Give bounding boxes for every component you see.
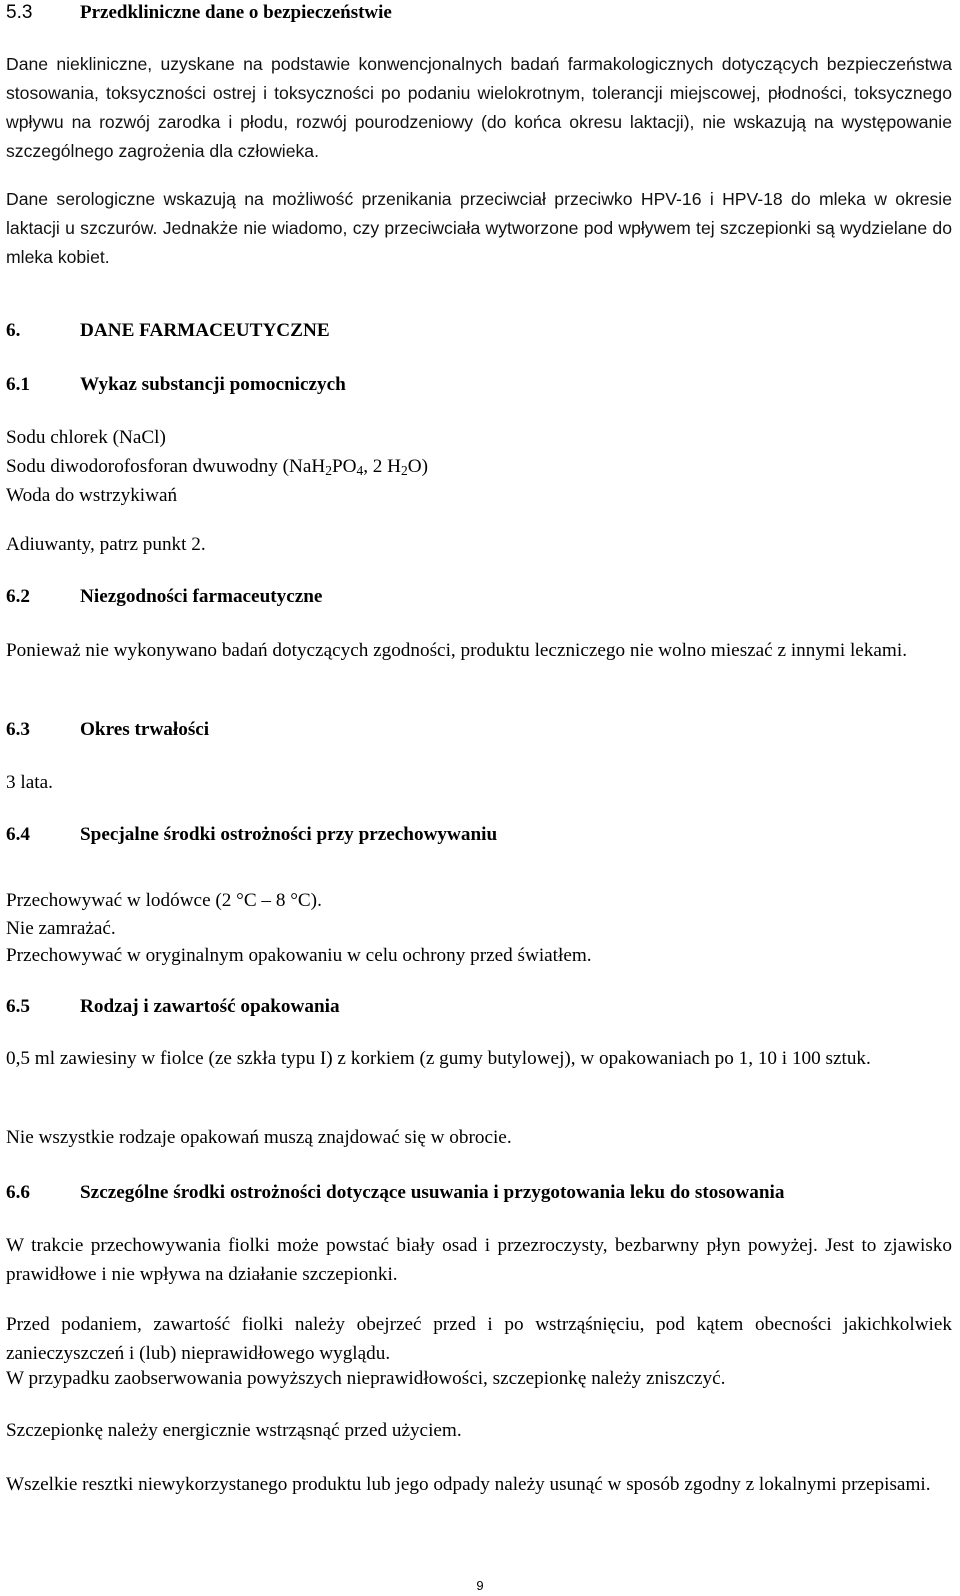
section-5-3-paragraph-2: Dane serologiczne wskazują na możliwość przenikania przeciwciał przeciwko HPV-16 i HPV-18 do mleka w okresie laktacji u szczurów. Jednakże nie wiadomo, czy przeciwciała wytworzone pod wpływem tej szczepionki są wydzielane do mleka kobiet. bbox=[6, 189, 952, 267]
storage-line-3: Przechowywać w oryginalnym opakowaniu w celu ochrony przed światłem. bbox=[6, 945, 592, 966]
section-title: Wykaz substancji pomocniczych bbox=[80, 374, 346, 395]
section-6-heading bbox=[6, 318, 330, 344]
excipient-item-4: Adiuwanty, patrz punkt 2. bbox=[6, 534, 206, 555]
section-6-6-paragraph-3: W przypadku zaobserwowania powyższych nieprawidłowości, szczepionkę należy zniszczyć. bbox=[6, 1368, 726, 1389]
section-5-3-paragraph-1: Dane niekliniczne, uzyskane na podstawie konwencjonalnych badań farmakologicznych dotyczących bezpieczeństwa stosowania, toksyczności ostrej i toksyczności po podaniu wielokrotnym, tolerancji miejscowej, płodności, toksycznego wpływu na rozwój zarodka i płodu, rozwój pourodzeniowy (do końca okresu laktacji), nie wskazują na występowanie szczególnego zagrożenia dla człowieka. bbox=[6, 54, 952, 161]
section-title: Przedkliniczne dane o bezpieczeństwie bbox=[80, 2, 392, 23]
section-6-6-paragraph-1: W trakcie przechowywania fiolki może powstać biały osad i przezroczysty, bezbarwny płyn powyżej. Jest to zjawisko prawidłowe i nie wpływa na działanie szczepionki. bbox=[6, 1235, 952, 1285]
section-6-2-paragraph: Ponieważ nie wykonywano badań dotyczących zgodności, produktu leczniczego nie wolno mieszać z innymi lekami. bbox=[6, 640, 907, 661]
section-6-3-paragraph: 3 lata. bbox=[6, 772, 53, 793]
section-6-5-heading bbox=[6, 994, 340, 1020]
section-number: 6.2 bbox=[6, 586, 30, 607]
section-title: Okres trwałości bbox=[80, 719, 210, 740]
section-number: 6.1 bbox=[6, 374, 30, 395]
storage-line-2: Nie zamrażać. bbox=[6, 918, 116, 939]
excipient-item-3: Woda do wstrzykiwań bbox=[6, 485, 178, 506]
section-6-6-paragraph-5: Wszelkie resztki niewykorzystanego produktu lub jego odpady należy usunąć w sposób zgodny z lokalnymi przepisami. bbox=[6, 1474, 931, 1495]
section-title: Niezgodności farmaceutyczne bbox=[80, 586, 323, 607]
page-number: 9 bbox=[476, 1578, 484, 1593]
section-6-6-paragraph-4: Szczepionkę należy energicznie wstrząsnąć przed użyciem. bbox=[6, 1420, 462, 1441]
section-number: 6.4 bbox=[6, 824, 30, 845]
section-number: 6. bbox=[6, 320, 21, 341]
excipient-item-1: Sodu chlorek (NaCl) bbox=[6, 427, 166, 448]
section-5-3-heading bbox=[6, 0, 392, 26]
excipient-item-2: Sodu diwodorofosforan dwuwodny ($NaH_2PO_4$, 2 $H_2O$) bbox=[6, 456, 428, 478]
section-number: 6.6 bbox=[6, 1182, 30, 1203]
section-number: 5.3 bbox=[6, 2, 33, 23]
section-6-6-paragraph-2: Przed podaniem, zawartość fiolki należy obejrzeć przed i po wstrząśnięciu, pod kątem obecności jakichkolwiek zanieczyszczeń i (lub) nieprawidłowego wyglądu. bbox=[6, 1314, 952, 1364]
section-number: 6.3 bbox=[6, 719, 30, 740]
section-title: Specjalne środki ostrożności przy przechowywaniu bbox=[80, 824, 498, 845]
section-number: 6.5 bbox=[6, 996, 30, 1017]
section-6-4-heading bbox=[6, 822, 497, 848]
section-6-3-heading bbox=[6, 717, 209, 743]
storage-line-1: Przechowywać w lodówce (2 °C – 8 °C). bbox=[6, 890, 322, 911]
section-title: Szczególne środki ostrożności dotyczące usuwania i przygotowania leku do stosowania bbox=[80, 1182, 785, 1203]
section-6-6-heading bbox=[6, 1180, 784, 1206]
section-title: Rodzaj i zawartość opakowania bbox=[80, 996, 340, 1017]
section-6-5-paragraph-2: Nie wszystkie rodzaje opakowań muszą znajdować się w obrocie. bbox=[6, 1127, 512, 1148]
section-title: DANE FARMACEUTYCZNE bbox=[80, 320, 330, 341]
section-6-1-heading bbox=[6, 372, 346, 398]
section-6-5-paragraph-1: 0,5 ml zawiesiny w fiolce (ze szkła typu I) z korkiem (z gumy butylowej), w opakowaniach po 1, 10 i 100 sztuk. bbox=[6, 1048, 871, 1069]
section-6-2-heading bbox=[6, 584, 322, 610]
